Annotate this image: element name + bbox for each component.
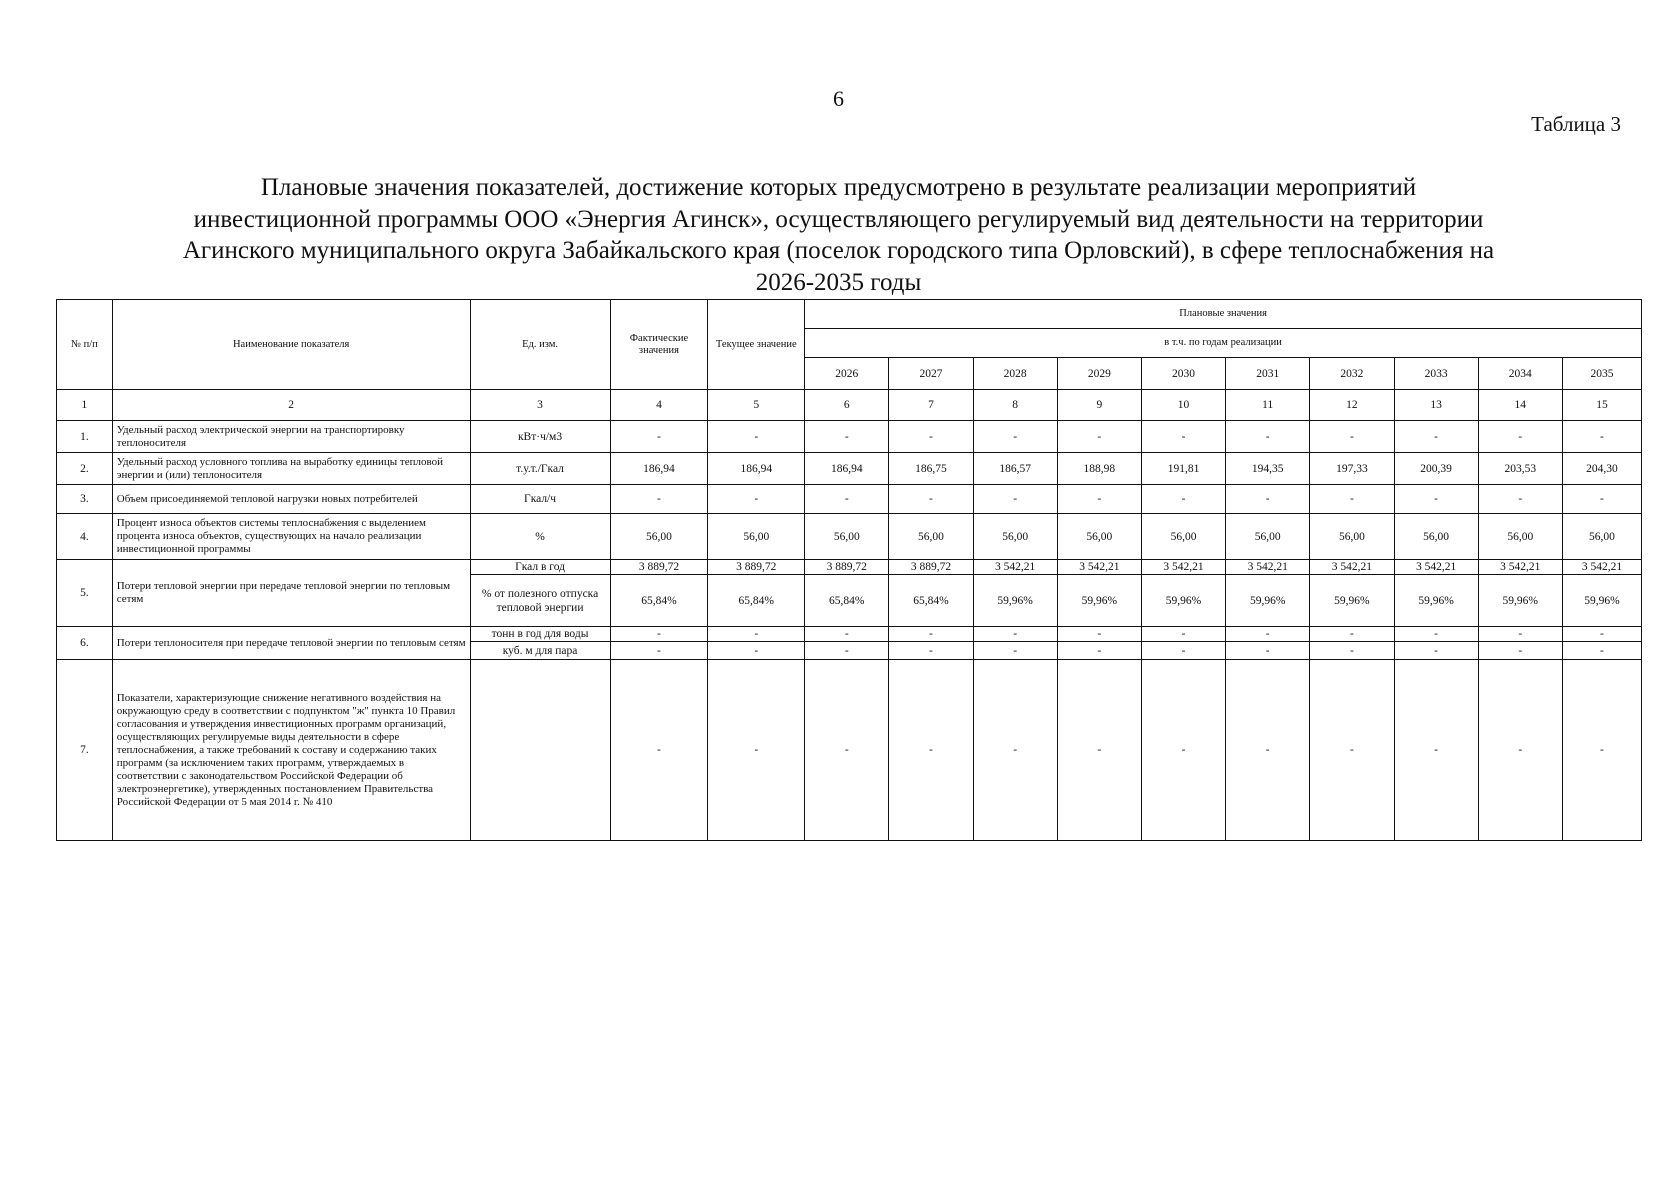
unit-cell: кВт·ч/м3 (470, 421, 610, 453)
actual-value: - (610, 627, 708, 642)
year-value: 59,96% (1394, 575, 1478, 627)
year-value: - (889, 660, 973, 841)
year-value: 56,00 (1226, 514, 1310, 560)
year-value: - (805, 421, 889, 453)
year-value: - (1394, 421, 1478, 453)
year-value: - (1394, 627, 1478, 642)
year-value: - (889, 642, 973, 660)
year-value: - (889, 485, 973, 514)
indicator-name: Удельный расход условного топлива на выработку единицы тепловой энергии и (или) теплоносителя (112, 453, 470, 485)
row-number: 7. (57, 660, 113, 841)
indicator-name: Процент износа объектов системы теплоснабжения с выделением процента износа объектов, существующих на начало реализации инвестиционной программы (112, 514, 470, 560)
year-value: 3 542,21 (1478, 560, 1562, 575)
header-year: 2034 (1478, 358, 1562, 390)
row-number: 4. (57, 514, 113, 560)
year-value: - (973, 421, 1057, 453)
year-value: 3 889,72 (805, 560, 889, 575)
indicator-name: Объем присоединяемой тепловой нагрузки новых потребителей (112, 485, 470, 514)
year-value: 59,96% (1226, 575, 1310, 627)
title-line: 2026-2035 годы (755, 268, 922, 296)
year-value: - (1141, 627, 1225, 642)
year-value: 203,53 (1478, 453, 1562, 485)
year-value: 59,96% (1141, 575, 1225, 627)
actual-value: - (610, 421, 708, 453)
year-value: - (1562, 627, 1641, 642)
header-year: 2030 (1141, 358, 1225, 390)
year-value: - (1562, 642, 1641, 660)
header-year: 2032 (1310, 358, 1394, 390)
column-number: 12 (1310, 390, 1394, 421)
year-value: - (1310, 485, 1394, 514)
table-row (57, 453, 1642, 485)
table-label: Таблица 3 (1531, 112, 1621, 136)
current-value: - (708, 660, 805, 841)
year-value: - (1478, 642, 1562, 660)
column-number: 15 (1562, 390, 1641, 421)
unit-cell: Гкал/ч (470, 485, 610, 514)
year-value: 188,98 (1057, 453, 1141, 485)
year-value: - (1226, 660, 1310, 841)
year-value: 3 542,21 (1310, 560, 1394, 575)
header-year: 2033 (1394, 358, 1478, 390)
year-value: 65,84% (889, 575, 973, 627)
current-value: - (708, 627, 805, 642)
year-value: - (1310, 627, 1394, 642)
actual-value: 3 889,72 (610, 560, 708, 575)
year-value: - (805, 642, 889, 660)
year-value: - (973, 642, 1057, 660)
year-value: - (1141, 485, 1225, 514)
indicator-name: Показатели, характеризующие снижение негативного воздействия на окружающую среду в соответствии с подпунктом "ж" пункта 10 Правил согласования и утверждения инвестиционных программ организаций, осуществляющих регулируемые виды деятельности в сфере теплоснабжения, а также требований к составу и содержанию таких программ (за исключением таких программ, утверждаемых в соответствии с законодательством Российской Федерации об электроэнергетике), утвержденных постановлением Правительства Российской Федерации от 5 мая 2014 г. № 410 (112, 660, 470, 841)
header-year: 2035 (1562, 358, 1641, 390)
year-value: - (1562, 485, 1641, 514)
actual-value: - (610, 485, 708, 514)
year-value: 186,57 (973, 453, 1057, 485)
header-year: 2026 (805, 358, 889, 390)
column-numbers-row (57, 390, 1642, 421)
year-value: - (1562, 660, 1641, 841)
column-number: 5 (708, 390, 805, 421)
year-value: 59,96% (973, 575, 1057, 627)
year-value: - (1394, 485, 1478, 514)
header-planned: Плановые значения (805, 300, 1642, 329)
year-value: 3 542,21 (1394, 560, 1478, 575)
year-value: 194,35 (1226, 453, 1310, 485)
year-value: - (1141, 421, 1225, 453)
title-line: Плановые значения показателей, достижение которых предусмотрено в результате реализации мероприятий (260, 174, 1417, 201)
actual-value: - (610, 642, 708, 660)
header-current: Текущее значение (708, 300, 805, 390)
year-value: 186,94 (805, 453, 889, 485)
year-value: - (889, 421, 973, 453)
indicator-name: Удельный расход электрической энергии на транспортировку теплоносителя (112, 421, 470, 453)
year-value: - (1394, 660, 1478, 841)
unit-cell: % от полезного отпуска тепловой энергии (470, 575, 610, 627)
unit-cell: тонн в год для воды (470, 627, 610, 642)
year-value: - (1478, 485, 1562, 514)
column-number: 6 (805, 390, 889, 421)
current-value: 3 889,72 (708, 560, 805, 575)
year-value: 3 542,21 (973, 560, 1057, 575)
header-no: № п/п (57, 300, 113, 390)
year-value: - (1310, 421, 1394, 453)
year-value: 56,00 (973, 514, 1057, 560)
table-row (57, 627, 1642, 642)
column-number: 9 (1057, 390, 1141, 421)
year-value: - (1226, 627, 1310, 642)
actual-value: 56,00 (610, 514, 708, 560)
year-value: 56,00 (1562, 514, 1641, 560)
year-value: 56,00 (1394, 514, 1478, 560)
document-title (120, 172, 1557, 298)
table-row (57, 514, 1642, 560)
table-row (57, 421, 1642, 453)
header-year: 2031 (1226, 358, 1310, 390)
year-value: - (1226, 485, 1310, 514)
year-value: - (973, 485, 1057, 514)
table-row (57, 560, 1642, 575)
header-name: Наименование показателя (112, 300, 470, 390)
year-value: 56,00 (889, 514, 973, 560)
row-number: 1. (57, 421, 113, 453)
actual-value: 65,84% (610, 575, 708, 627)
year-value: - (805, 485, 889, 514)
year-value: - (805, 660, 889, 841)
year-value: - (1057, 485, 1141, 514)
column-number: 14 (1478, 390, 1562, 421)
year-value: 59,96% (1562, 575, 1641, 627)
year-value: 59,96% (1057, 575, 1141, 627)
year-value: 200,39 (1394, 453, 1478, 485)
header-year: 2027 (889, 358, 973, 390)
table-row (57, 660, 1642, 841)
column-number: 11 (1226, 390, 1310, 421)
year-value: - (1141, 660, 1225, 841)
year-value: 56,00 (805, 514, 889, 560)
column-number: 4 (610, 390, 708, 421)
year-value: 59,96% (1310, 575, 1394, 627)
year-value: - (973, 660, 1057, 841)
column-number: 8 (973, 390, 1057, 421)
title-line: Агинского муниципального округа Забайкальского края (поселок городского типа Орловский), в сфере теплоснабжения на (182, 237, 1495, 264)
year-value: - (973, 627, 1057, 642)
current-value: - (708, 642, 805, 660)
year-value: 186,75 (889, 453, 973, 485)
header-year: 2028 (973, 358, 1057, 390)
year-value: 191,81 (1141, 453, 1225, 485)
column-number: 13 (1394, 390, 1478, 421)
year-value: - (805, 627, 889, 642)
current-value: - (708, 421, 805, 453)
year-value: 56,00 (1310, 514, 1394, 560)
title-line: инвестиционной программы ООО «Энергия Агинск», осуществляющего регулируемый вид деятельности на территории (193, 205, 1484, 233)
year-value: - (1057, 642, 1141, 660)
year-value: - (1562, 421, 1641, 453)
indicators-table (56, 299, 1642, 841)
year-value: - (1057, 421, 1141, 453)
actual-value: - (610, 660, 708, 841)
current-value: 186,94 (708, 453, 805, 485)
year-value: - (1310, 642, 1394, 660)
year-value: 65,84% (805, 575, 889, 627)
year-value: 56,00 (1478, 514, 1562, 560)
unit-cell: Гкал в год (470, 560, 610, 575)
unit-cell (470, 660, 610, 841)
year-value: 3 542,21 (1141, 560, 1225, 575)
year-value: 3 542,21 (1057, 560, 1141, 575)
year-value: - (1057, 660, 1141, 841)
row-number: 6. (57, 627, 113, 660)
year-value: - (889, 627, 973, 642)
column-number: 3 (470, 390, 610, 421)
column-number: 10 (1141, 390, 1225, 421)
year-value: 3 889,72 (889, 560, 973, 575)
year-value: - (1141, 642, 1225, 660)
column-number: 2 (112, 390, 470, 421)
year-value: - (1226, 642, 1310, 660)
current-value: - (708, 485, 805, 514)
header-row (57, 300, 1642, 329)
header-by-years: в т.ч. по годам реализации (805, 329, 1642, 358)
column-number: 7 (889, 390, 973, 421)
unit-cell: т.у.т./Гкал (470, 453, 610, 485)
column-number: 1 (57, 390, 113, 421)
table-row (57, 485, 1642, 514)
header-year: 2029 (1057, 358, 1141, 390)
year-value: 197,33 (1310, 453, 1394, 485)
year-value: - (1057, 627, 1141, 642)
year-value: 56,00 (1141, 514, 1225, 560)
header-unit: Ед. изм. (470, 300, 610, 390)
row-number: 3. (57, 485, 113, 514)
current-value: 56,00 (708, 514, 805, 560)
year-value: - (1478, 627, 1562, 642)
year-value: - (1310, 660, 1394, 841)
year-value: 56,00 (1057, 514, 1141, 560)
indicator-name: Потери тепловой энергии при передаче тепловой энергии по тепловым сетям (112, 560, 470, 627)
actual-value: 186,94 (610, 453, 708, 485)
year-value: - (1394, 642, 1478, 660)
year-value: 204,30 (1562, 453, 1641, 485)
year-value: 3 542,21 (1562, 560, 1641, 575)
current-value: 65,84% (708, 575, 805, 627)
year-value: - (1226, 421, 1310, 453)
row-number: 2. (57, 453, 113, 485)
unit-cell: куб. м для пара (470, 642, 610, 660)
header-actual: Фактические значения (610, 300, 708, 390)
indicator-name: Потери теплоносителя при передаче тепловой энергии по тепловым сетям (112, 627, 470, 660)
year-value: 59,96% (1478, 575, 1562, 627)
year-value: 3 542,21 (1226, 560, 1310, 575)
year-value: - (1478, 421, 1562, 453)
row-number: 5. (57, 560, 113, 627)
page-number: 6 (833, 86, 844, 111)
unit-cell: % (470, 514, 610, 560)
year-value: - (1478, 660, 1562, 841)
